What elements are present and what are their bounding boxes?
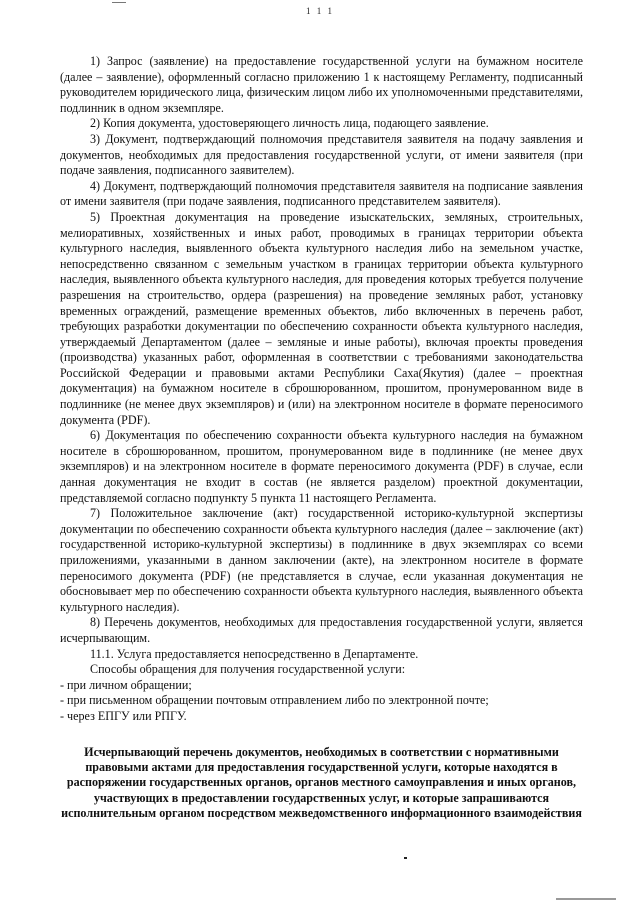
scan-speck <box>404 857 407 859</box>
list-item-2: 2) Копия документа, удостоверяющего личность лица, подающего заявление. <box>90 116 489 131</box>
method-in-person: - при личном обращении; <box>60 677 192 692</box>
scan-speck <box>112 2 126 3</box>
document-body <box>60 54 583 725</box>
list-item-6: 6) Документация по обеспечению сохранности объекта культурного наследия на бумажном носителе в сброшюрованном, прошитом, пронумерованном виде в подлиннике (не менее двух экземпляров) и на электронном носителе в формате переносимого документа (PDF) в случае, если данная документация не входит в состав (не является разделом) проектной документации, представляемой согласно подпункту 5 пункта 11 настоящего Регламента. <box>60 428 583 505</box>
list-item-1: 1) Запрос (заявление) на предоставление государственной услуги на бумажном носителе (далее – заявление), оформленный согласно приложению 1 к настоящему Регламенту, подписанный руководителем юридического лица, физическим лицом либо их уполномоченными представителями, подлинник в одном экземпляре. <box>60 54 583 115</box>
scan-speck <box>556 898 616 900</box>
section-heading: Исчерпывающий перечень документов, необходимых в соответствии с нормативными правовыми актами для предоставления государственной услуги, которые находятся в распоряжении государственных органов, органов местного самоуправления и иных органов, участвующих в предоставлении государственных услуг, и которые запрашиваются исполнительным органом посредством межведомственного информационного взаимодействия <box>61 745 582 820</box>
page-number: 1 1 1 <box>306 6 334 16</box>
list-item-4: 4) Документ, подтверждающий полномочия представителя заявителя на подписание заявления от имени заявителя (при подаче заявления, подписанного представителем заявителя). <box>60 178 583 209</box>
section-11-1: 11.1. Услуга предоставляется непосредственно в Департаменте. <box>90 646 419 661</box>
list-item-8: 8) Перечень документов, необходимых для предоставления государственной услуги, является исчерпывающим. <box>60 615 583 645</box>
list-item-3: 3) Документ, подтверждающий полномочия представителя заявителя на подачу заявления и документов, необходимых для предоставления государственной услуги, от имени заявителя (при подаче заявления, подписанного заявителем). <box>60 131 583 178</box>
method-portal: - через ЕПГУ или РПГУ. <box>60 708 187 723</box>
methods-intro: Способы обращения для получения государственной услуги: <box>90 662 406 677</box>
list-item-7: 7) Положительное заключение (акт) государственной историко-культурной экспертизы документации по обеспечению сохранности объекта культурного наследия (далее – заключение (акт) государственной историко-культурной экспертизы) в подлиннике в двух экземплярах со всеми приложениями, указанными в данном заключении (акте), на электронном носителе в формате переносимого документа (PDF) (не представляется в случае, если указанная документация не обосновывает мер по обеспечению сохранности объекта культурного наследия, выявленного объекта культурного наследия). <box>60 506 583 614</box>
method-mail: - при письменном обращении почтовым отправлением либо по электронной почте; <box>60 693 489 708</box>
list-item-5: 5) Проектная документация на проведение изыскательских, земляных, строительных, мелиоративных, хозяйственных и иных работ, проводимых в границах территории объекта культурного наследия, выявленного объекта культурного наследия либо на земельном участке, непосредственно связанном с земельным участком в границах территории объекта культурного наследия, выявленного объекта культурного наследия, для проведения которых требуется получение разрешения на строительство, ордера (разрешения) на проведение земляных работ, установку временных ограждений, размещение временных объектов, либо включенных в перечень работ, требующих разработки документации по обеспечению сохранности объекта культурного наследия, утверждаемый Департаментом (далее – земляные и иные работы), включая проекты проведения (производства) указанных работ, оформленная в соответствии с требованиями законодательства Российской Федерации и правовыми актами Республики Саха(Якутия) (далее – проектная документация) на бумажном носителе в сброшюрованном, прошитом, пронумерованном виде в подлиннике (не менее двух экземпляров) и (или) на электронном носителе в формате переносимого документа (PDF). <box>60 209 583 427</box>
